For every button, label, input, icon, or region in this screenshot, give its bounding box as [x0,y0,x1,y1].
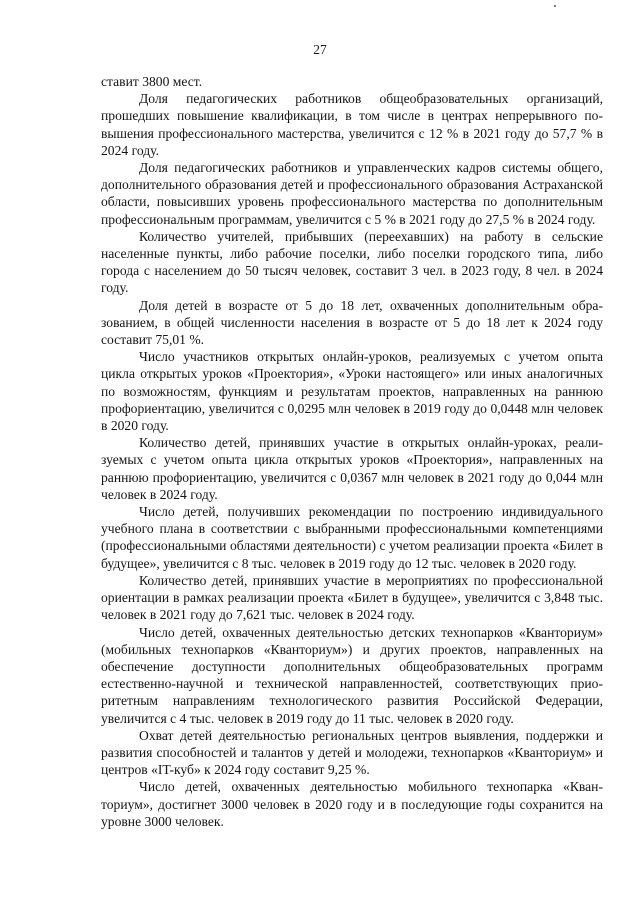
paragraph-continuation: ставит 3800 мест. [101,74,203,89]
paragraph: Число участников открытых онлайн-уроков, реализуемых с учетом опыта цикла открытых уроков «Проектория», «Уроки настоящего» или иных аналогичных по возможностям, функциям и результатам проектов, направленных на раннюю профориентацию, увеличится с 0,0295 млн человек в 2019 году до 0,0448 млн человек в 2020 году. [101,349,603,434]
paragraph: Доля детей в возрасте от 5 до 18 лет, охваченных дополнительным образованием, в общей численности населения в возрасте от 5 до 18 лет к 2024 году составит 75,01 %. [101,297,603,348]
paragraph: Количество детей, принявших участие в открытых онлайн-уроках, реализуемых с учетом опыта цикла открытых уроков «Проектория», направленных на раннюю профориентацию, увеличится с 0,0367 млн человек в 2021 году до 0,044 млн человек в 2024 году. [101,435,603,502]
document-body [101,73,603,830]
paragraph: Количество учителей, прибывших (переехавших) на работу в сельские населенные пункты, либо рабочие поселки, либо поселки городского типа, либо города с населением до 50 тысяч человек, составит 3 чел. в 2023 году, 8 чел. в 2024 году. [101,228,603,296]
scan-speck [554,5,556,7]
paragraph: Охват детей деятельностью региональных центров выявления, поддержки и развития способностей и талантов у детей и молодежи, технопарков «Кванториум» и центров «IT-куб» к 2024 году составит 9,25 %. [101,727,603,778]
page-number: 27 [313,42,327,57]
paragraph: Доля педагогических работников и управленческих кадров системы общего, дополнительного образования детей и профессионального образования Астраханской области, повысивших уровень профессионального мастерства по дополнительным профессиональным программам, увеличится с 5 % в 2021 году до 27,5 % в 2024 году. [101,160,603,227]
paragraph: Число детей, охваченных деятельностью мобильного технопарка «Кванториум», достигнет 3000 человек в 2020 году и в последующие годы сохранится на уровне 3000 человек. [101,779,603,829]
paragraph: Доля педагогических работников общеобразовательных организаций, прошедших повышение квалификации, в том числе в центрах непрерывного повышения профессионального мастерства, увеличится с 12 % в 2021 году до 57,7 % в 2024 году. [101,91,603,158]
paragraph: Число детей, охваченных деятельностью детских технопарков «Кванториум» (мобильных технопарков «Кванториум») и других проектов, направленных на обеспечение доступности дополнительных общеобразовательных программ естественно-научной и технической направленностей, соответствующих приоритетным направлениям технологического развития Российской Федерации, увеличится с 4 тыс. человек в 2019 году до 11 тыс. человек в 2020 году. [101,624,603,726]
paragraph: Количество детей, принявших участие в мероприятиях по профессиональной ориентации в рамках реализации проекта «Билет в будущее», увеличится с 3,848 тыс. человек в 2021 году до 7,621 тыс. человек в 2024 году. [101,572,603,623]
paragraph: Число детей, получивших рекомендации по построению индивидуального учебного плана в соответствии с выбранными профессиональными компетенциями (профессиональными областями деятельности) с учетом реализации проекта «Билет в будущее», увеличится с 8 тыс. человек в 2019 году до 12 тыс. человек в 2020 году. [101,504,603,571]
